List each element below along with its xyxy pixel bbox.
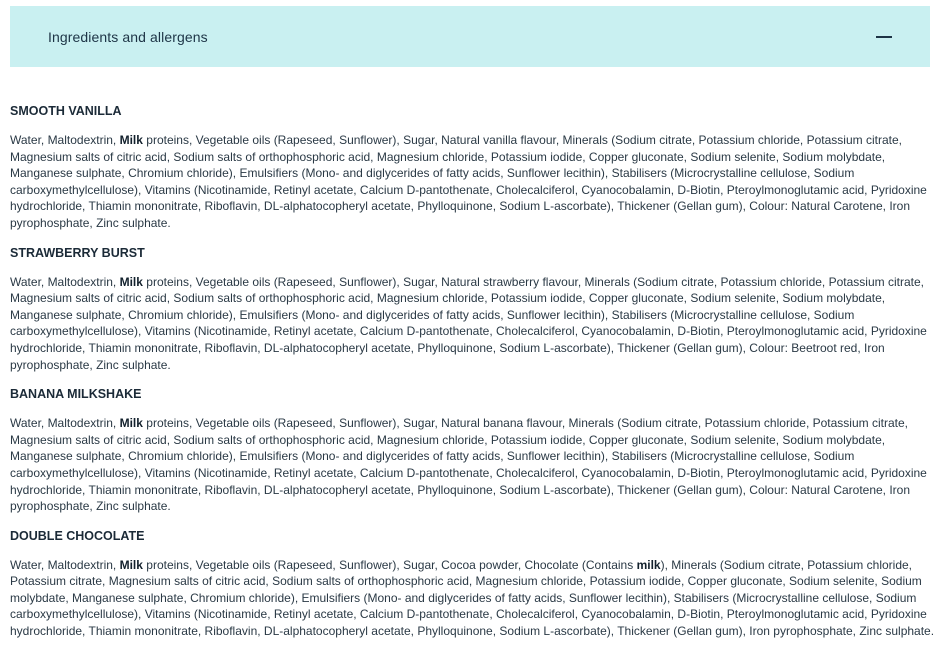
ingredient-text: Water, Maltodextrin, — [10, 274, 120, 289]
product-title: BANANA MILKSHAKE — [10, 387, 142, 402]
ingredients-text — [10, 557, 936, 640]
product-section-banana — [10, 387, 936, 515]
ingredient-text: Water, Maltodextrin, — [10, 416, 120, 431]
ingredients-text — [10, 415, 936, 515]
ingredients-accordion-header[interactable] — [10, 6, 930, 67]
product-title: STRAWBERRY BURST — [10, 245, 145, 260]
ingredient-text: proteins, Vegetable oils (Rapeseed, Sunflower), Sugar, Natural banana flavour, Minerals (Sodium citrate, Potassium chloride, Potassium citrate, Magnesium salts of citric acid, Sodium salts of orthophosphoric acid, Magnesium chloride, Potassium iodide, Copper gluconate, Sodium selenite, Sodium molybdate, Manganese sulphate, Chromium chloride), Emulsifiers (Mono- and diglycerides of fatty acids, Sunflower lecithin), Stabilisers (Microcrystalline cellulose, Sodium carboxymethylcellulose), Vitamins (Nicotinamide, Retinyl acetate, Calcium D-pantothenate, Cholecalciferol, Cyanocobalamin, D-Biotin, Pteroylmonoglutamic acid, Pyridoxine hydrochloride, Thiamin mononitrate, Riboflavin, DL-alphatocopheryl acetate, Phylloquinone, Sodium L-ascorbate), Thickener (Gellan gum), Colour: Natural Carotene, Iron pyrophosphate, Zinc sulphate. — [10, 416, 927, 514]
ingredient-text: Water, Maltodextrin, — [10, 557, 120, 572]
ingredient-text: proteins, Vegetable oils (Rapeseed, Sunflower), Sugar, Natural vanilla flavour, Minerals (Sodium citrate, Potassium chloride, Potassium citrate, Magnesium salts of citric acid, Sodium salts of orthophosphoric acid, Magnesium chloride, Potassium iodide, Copper gluconate, Sodium selenite, Sodium molybdate, Manganese sulphate, Chromium chloride), Emulsifiers (Mono- and diglycerides of fatty acids, Sunflower lecithin), Stabilisers (Microcrystalline cellulose, Sodium carboxymethylcellulose), Vitamins (Nicotinamide, Retinyl acetate, Calcium D-pantothenate, Cholecalciferol, Cyanocobalamin, D-Biotin, Pteroylmonoglutamic acid, Pyridoxine hydrochloride, Thiamin mononitrate, Riboflavin, DL-alphatocopheryl acetate, Phylloquinone, Sodium L-ascorbate), Thickener (Gellan gum), Colour: Natural Carotene, Iron pyrophosphate, Zinc sulphate. — [10, 133, 927, 230]
allergen-text: Milk — [119, 557, 143, 572]
product-title: DOUBLE CHOCOLATE — [10, 528, 145, 543]
allergen-text: Milk — [119, 274, 143, 289]
product-section-chocolate — [10, 529, 936, 640]
product-title: SMOOTH VANILLA — [10, 104, 122, 118]
accordion-title: Ingredients and allergens — [48, 28, 208, 45]
product-section-strawberry — [10, 246, 936, 374]
ingredients-text — [10, 274, 936, 374]
ingredient-text: proteins, Vegetable oils (Rapeseed, Sunflower), Sugar, Natural strawberry flavour, Minerals (Sodium citrate, Potassium chloride, Potassium citrate, Magnesium salts of citric acid, Sodium salts of orthophosphoric acid, Magnesium chloride, Potassium iodide, Copper gluconate, Sodium selenite, Sodium molybdate, Manganese sulphate, Chromium chloride), Emulsifiers (Mono- and diglycerides of fatty acids, Sunflower lecithin), Stabilisers (Microcrystalline cellulose, Sodium carboxymethylcellulose), Vitamins (Nicotinamide, Retinyl acetate, Calcium D-pantothenate, Cholecalciferol, Cyanocobalamin, D-Biotin, Pteroylmonoglutamic acid, Pyridoxine hydrochloride, Thiamin mononitrate, Riboflavin, DL-alphatocopheryl acetate, Phylloquinone, Sodium L-ascorbate), Thickener (Gellan gum), Colour: Beetroot red, Iron pyrophosphate, Zinc sulphate. — [10, 274, 927, 372]
ingredients-text — [10, 132, 936, 232]
allergen-text: milk — [636, 557, 661, 572]
ingredient-text: proteins, Vegetable oils (Rapeseed, Sunflower), Sugar, Cocoa powder, Chocolate (Contains — [142, 557, 637, 572]
product-section-vanilla — [10, 104, 936, 232]
ingredient-text: ), Minerals (Sodium citrate, Potassium chloride, Potassium citrate, Magnesium salts of citric acid, Sodium salts of orthophosphoric acid, Magnesium chloride, Potassium iodide, Copper gluconate, Sodium selenite, Sodium molybdate, Manganese sulphate, Chromium chloride), Emulsifiers (Mono- and diglycerides of fatty acids, Sunflower lecithin), Stabilisers (Microcrystalline cellulose, Sodium carboxymethylcellulose), Vitamins (Nicotinamide, Retinyl acetate, Calcium D-pantothenate, Cholecalciferol, Cyanocobalamin, D-Biotin, Pteroylmonoglutamic acid, Pyridoxine hydrochloride, Thiamin mononitrate, Riboflavin, DL-alphatocopheryl acetate, Phylloquinone, Sodium L-ascorbate), Thickener (Gellan gum), Iron pyrophosphate, Zinc sulphate. — [10, 557, 935, 639]
allergen-text: Milk — [119, 133, 143, 147]
allergen-text: Milk — [119, 416, 143, 431]
ingredient-text: Water, Maltodextrin, — [10, 133, 120, 147]
ingredients-content — [10, 104, 936, 654]
minus-icon[interactable] — [876, 36, 892, 38]
